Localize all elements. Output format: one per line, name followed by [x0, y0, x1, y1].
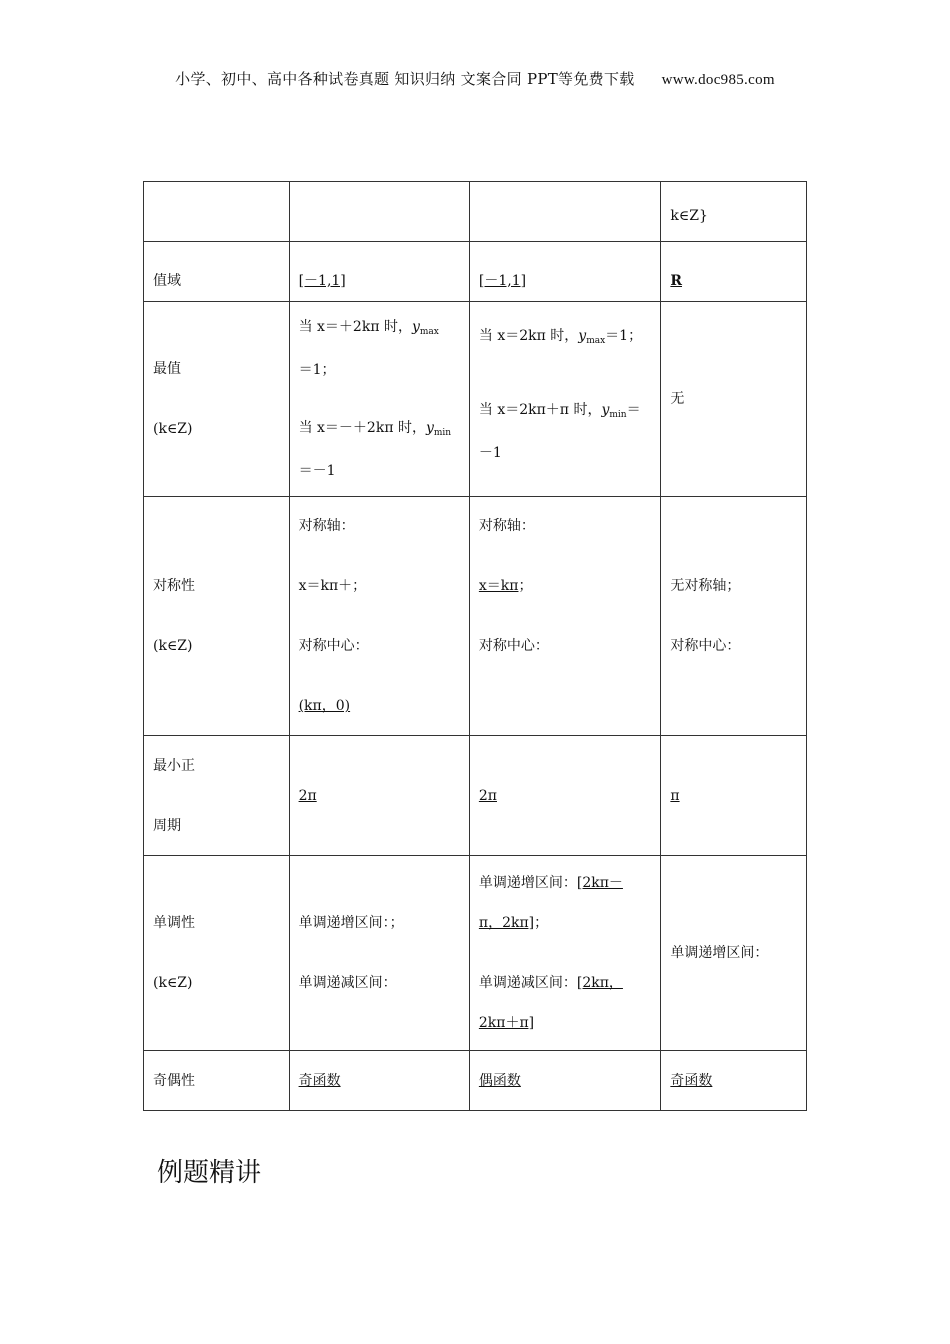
cell-label: 最小正 周期: [144, 736, 290, 856]
sin-increasing: 单调递增区间：；: [298, 915, 404, 931]
parity-label: 奇偶性: [153, 1072, 195, 1089]
cell-label: [144, 1051, 290, 1111]
table-row-range: [144, 242, 807, 302]
header-site-link[interactable]: www.doc985.com: [661, 72, 775, 88]
header-text: 小学、初中、高中各种试卷真题 知识归纳 文案合同 PPT等免费下载: [175, 70, 635, 88]
sin-parity: 奇函数: [298, 1072, 341, 1089]
cell-sin: 对称轴： x＝kπ＋； 对称中心： (kπ，0): [289, 497, 469, 736]
cell-tan: [661, 242, 807, 302]
table-row-symmetry: [144, 497, 807, 736]
table-row-extrema: [144, 302, 807, 497]
tan-parity: 奇函数: [670, 1072, 713, 1089]
tan-period: π: [670, 787, 680, 804]
extrema-label: 最值: [153, 361, 181, 377]
cell-label: [144, 302, 290, 497]
cos-min-line: 当 x＝2kπ＋π 时，$y_{min}=$ －1: [478, 402, 641, 461]
trig-properties-table: [143, 181, 807, 1111]
cell-sin: [289, 302, 469, 497]
sin-decreasing: 单调递减区间：: [298, 975, 397, 991]
cos-axis: x＝kπ；: [478, 578, 533, 594]
cell-tan: [661, 736, 807, 856]
cell-label: [144, 497, 290, 736]
cell-cos: [469, 1051, 661, 1111]
sin-axis: x＝kπ＋；: [298, 578, 367, 594]
cell-sin: [289, 856, 469, 1051]
cos-increasing: 单调递增区间：[2kπ－ π，2kπ]；: [478, 875, 623, 931]
cell-label: [144, 182, 290, 242]
period-label: 最小正: [153, 757, 195, 774]
cell-label: 单调性 (k∈Z): [144, 856, 290, 1051]
cos-range: [－1,1]: [478, 272, 527, 289]
cell-sin: [289, 1051, 469, 1111]
cell-tan: [661, 856, 807, 1051]
cell-sin: [289, 242, 469, 302]
monotonic-label: 单调性: [153, 915, 195, 931]
cell-cos: [469, 182, 661, 242]
range-label: 值域: [153, 272, 181, 289]
cos-decreasing: 单调递减区间：[2kπ， 2kπ＋π]: [478, 975, 623, 1031]
cell-cos: 对称轴： x＝kπ； 对称中心：: [469, 497, 661, 736]
cos-period: 2π: [478, 787, 497, 804]
section-title: 例题精讲: [157, 1158, 262, 1188]
cell-cos: [469, 856, 661, 1051]
cell-tan: [661, 497, 807, 736]
page-header: [0, 68, 950, 89]
cell-tan: [661, 1051, 807, 1111]
cell-tan: [661, 182, 807, 242]
table-row-monotonicity: [144, 856, 807, 1051]
sin-center: (kπ，0): [298, 698, 351, 714]
cell-label: [144, 242, 290, 302]
tan-domain-tail: k∈Z}: [670, 207, 708, 224]
cell-tan: [661, 302, 807, 497]
cos-parity: 偶函数: [478, 1072, 521, 1089]
table-row-domain-tail: [144, 182, 807, 242]
cell-sin: [289, 182, 469, 242]
cell-cos: [469, 302, 661, 497]
sin-range: [－1,1]: [298, 272, 346, 289]
tan-increasing: 单调递增区间：: [670, 945, 769, 961]
cell-cos: [469, 736, 661, 856]
table-row-period: [144, 736, 807, 856]
symmetry-k-label: (k∈Z): [153, 638, 193, 654]
tan-range: R: [670, 272, 683, 289]
sin-max-line: 当 x＝＋2kπ 时，$y_{max}$ ＝1；: [298, 319, 439, 378]
cos-max-line: 当 x＝2kπ 时，$y_{max}=1$；: [478, 328, 643, 346]
tan-extrema: 无: [670, 391, 685, 407]
symmetry-label: 对称性: [153, 578, 195, 594]
tan-axis: 无对称轴；: [670, 578, 741, 594]
cell-sin: [289, 736, 469, 856]
sin-min-line: 当 x＝－＋2kπ 时，$y_{min}$ ＝－1: [298, 420, 452, 479]
table-row-parity: [144, 1051, 807, 1111]
extrema-k-label: (k∈Z): [153, 421, 193, 437]
cell-cos: [469, 242, 661, 302]
sin-period: 2π: [298, 787, 317, 804]
tan-center: 对称中心：: [670, 638, 741, 654]
